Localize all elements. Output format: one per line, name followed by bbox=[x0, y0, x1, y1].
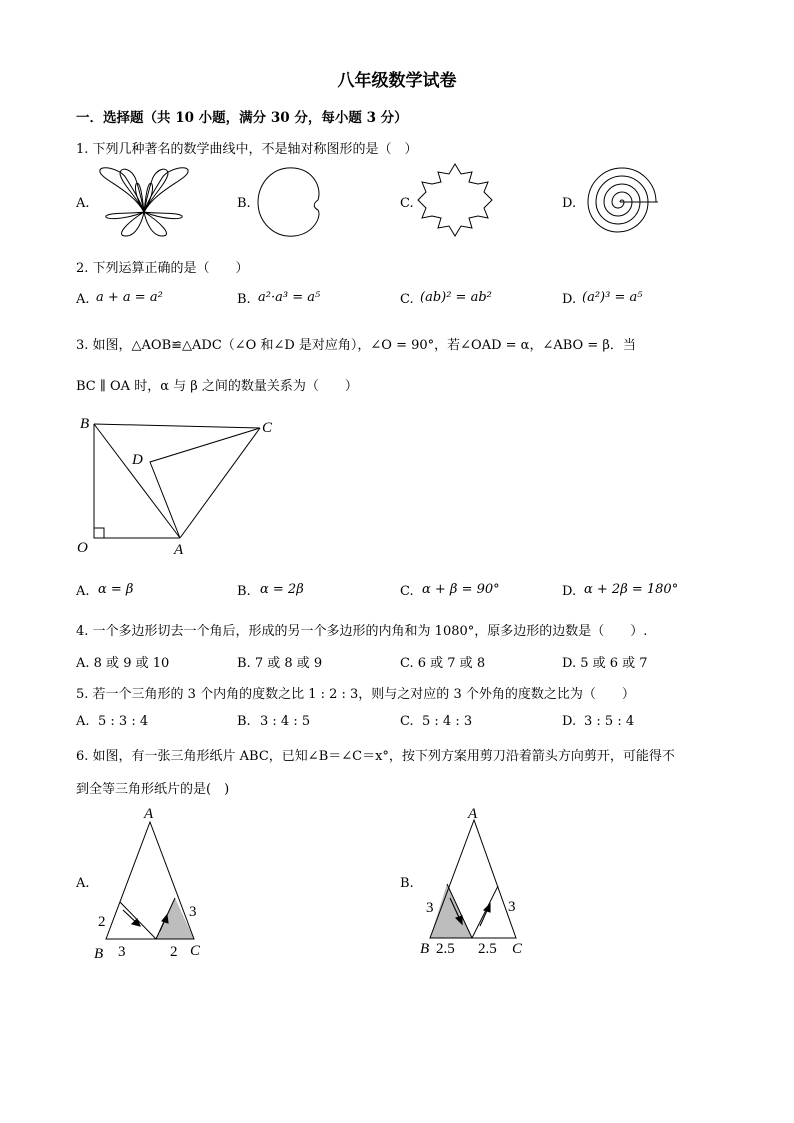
q4-option-d: D. 5 或 6 或 7 bbox=[562, 656, 648, 671]
q6b-label-b: B bbox=[420, 941, 430, 957]
q2-option-a-label: A. bbox=[76, 292, 90, 307]
q1-spiral-figure bbox=[580, 164, 662, 244]
q2-option-c-label: C. bbox=[400, 292, 414, 307]
q2-option-d-label: D. bbox=[562, 292, 577, 307]
q6b-label-b1: 2.5 bbox=[436, 941, 455, 957]
q6b-label-b2: 2.5 bbox=[478, 941, 497, 957]
q6-option-a-label: A. bbox=[76, 876, 90, 891]
q3-option-a-label: A. bbox=[76, 584, 90, 599]
q1-koch-snowflake-figure bbox=[414, 160, 496, 244]
q3-option-b-label: B. bbox=[237, 584, 251, 599]
q3-option-b: α = 2β bbox=[260, 582, 304, 597]
q1-option-d-label: D. bbox=[562, 196, 577, 211]
q2-option-a: a + a = a² bbox=[96, 290, 163, 305]
q3-label-c: C bbox=[262, 420, 273, 436]
q3-figure bbox=[72, 410, 282, 560]
q5-option-a: 5 : 3 : 4 bbox=[98, 714, 149, 729]
q6b-label-c: C bbox=[512, 941, 523, 957]
q3-stem-line1: 3. 如图，△AOB≌△ADC（∠O 和∠D 是对应角），∠O = 90°，若∠OAD = α，∠ABO = β．当 bbox=[76, 338, 636, 353]
q5-option-b: 3 : 4 : 5 bbox=[260, 714, 311, 729]
q5-option-b-label: B. bbox=[237, 714, 251, 729]
q3-option-a: α = β bbox=[98, 582, 134, 597]
q1-cardioid-figure bbox=[256, 164, 328, 240]
q3-label-b: B bbox=[80, 416, 90, 432]
q6b-label-a: A bbox=[468, 806, 478, 822]
q1-option-b-label: B. bbox=[237, 196, 251, 211]
q6a-label-a: A bbox=[144, 806, 154, 822]
q3-option-d: α + 2β = 180° bbox=[584, 582, 679, 597]
q6-stem-line1: 6. 如图，有一张三角形纸片 ABC，已知∠B＝∠C＝x°，按下列方案用剪刀沿着箭头方向剪开，可能得不 bbox=[76, 749, 675, 764]
q4-stem: 4. 一个多边形切去一个角后，形成的另一个多边形的内角和为 1080°，原多边形的边数是（ ）. bbox=[76, 624, 648, 639]
q6a-label-b2: 2 bbox=[170, 944, 178, 960]
q1-option-c-label: C. bbox=[400, 196, 414, 211]
q2-option-b: a²·a³ = a⁵ bbox=[258, 290, 321, 305]
q2-option-b-label: B. bbox=[237, 292, 251, 307]
q2-stem: 2. 下列运算正确的是（ ） bbox=[76, 261, 249, 276]
q5-stem: 5. 若一个三角形的 3 个内角的度数之比 1 : 2 : 3，则与之对应的 3 个外角的度数之比为（ ） bbox=[76, 687, 635, 702]
q5-option-d: 3 : 5 : 4 bbox=[584, 714, 635, 729]
q5-option-c: 5 : 4 : 3 bbox=[422, 714, 473, 729]
q6-figure-b bbox=[410, 798, 540, 968]
q1-option-a-label: A. bbox=[76, 196, 90, 211]
q2-option-c: (ab)² = ab² bbox=[420, 290, 492, 305]
q6b-label-right: 3 bbox=[508, 899, 516, 915]
q6a-label-b: B bbox=[94, 946, 104, 962]
page-title: 八年级数学试卷 bbox=[337, 71, 457, 91]
q3-label-o: O bbox=[77, 540, 88, 556]
q6a-label-b1: 3 bbox=[118, 944, 126, 960]
q3-option-c: α + β = 90° bbox=[422, 582, 500, 597]
q6a-label-c: C bbox=[190, 943, 201, 959]
q1-stem: 1. 下列几种著名的数学曲线中，不是轴对称图形的是（ ） bbox=[76, 142, 418, 157]
q3-option-d-label: D. bbox=[562, 584, 577, 599]
q2-option-d: (a²)³ = a⁵ bbox=[582, 290, 643, 305]
q6-option-b-label: B. bbox=[400, 876, 414, 891]
q4-option-b: B. 7 或 8 或 9 bbox=[237, 656, 323, 671]
q3-stem-line2: BC ∥ OA 时，α 与 β 之间的数量关系为（ ） bbox=[76, 379, 358, 394]
q6a-label-left: 2 bbox=[98, 914, 106, 930]
q6a-label-right: 3 bbox=[189, 904, 197, 920]
q5-option-c-label: C. bbox=[400, 714, 414, 729]
q5-option-a-label: A. bbox=[76, 714, 90, 729]
q4-option-a: A. 8 或 9 或 10 bbox=[76, 656, 170, 671]
q6-figure-a bbox=[88, 798, 218, 968]
q6b-label-left: 3 bbox=[426, 900, 434, 916]
q6-stem-line2: 到全等三角形纸片的是( ) bbox=[76, 782, 230, 797]
q3-label-d: D bbox=[132, 452, 143, 468]
q3-label-a: A bbox=[174, 542, 184, 558]
q1-butterfly-curve-figure bbox=[92, 160, 196, 244]
q5-option-d-label: D. bbox=[562, 714, 577, 729]
section-heading: 一．选择题（共 10 小题，满分 30 分，每小题 3 分） bbox=[76, 110, 408, 126]
q3-option-c-label: C. bbox=[400, 584, 414, 599]
q4-option-c: C. 6 或 7 或 8 bbox=[400, 656, 486, 671]
